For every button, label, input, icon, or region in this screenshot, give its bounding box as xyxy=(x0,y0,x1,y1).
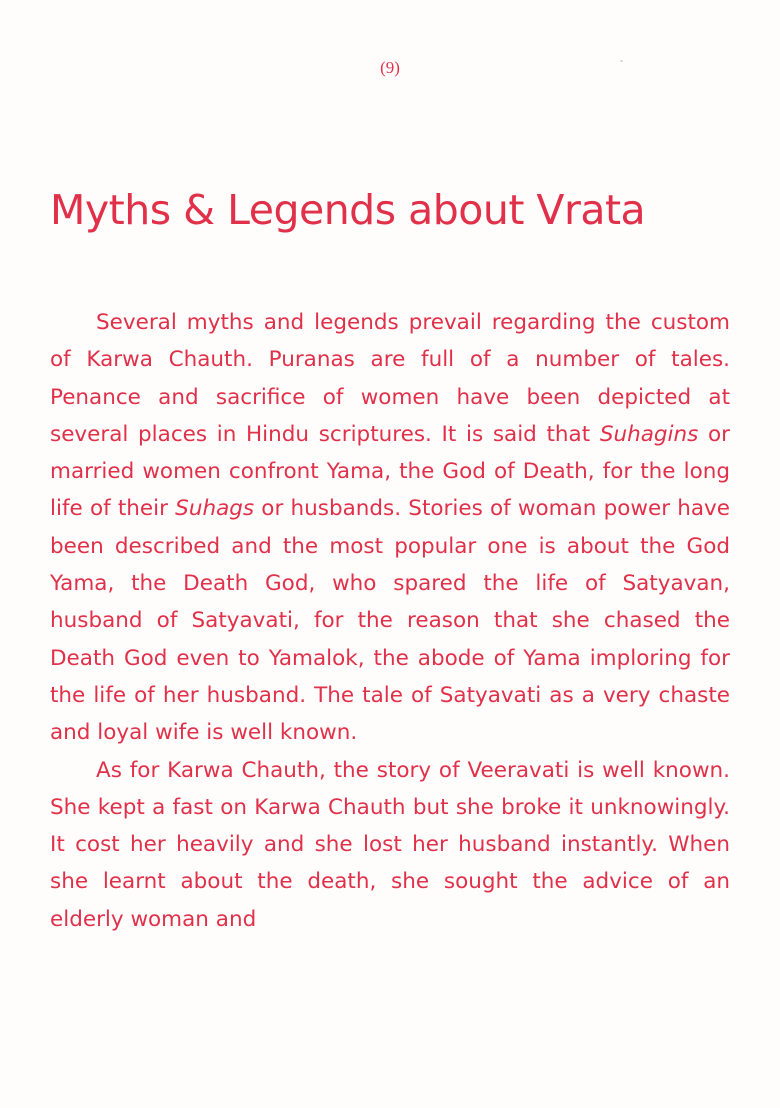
page-number: (9) xyxy=(380,58,400,77)
term-suhags: Suhags xyxy=(175,496,255,522)
paragraph-1-text-1: Several myths and legends prevail regarding the custom of Karwa Chauth. Puranas are full of a number of tales. Penance and sacrifice of women have been depicted at several places in Hindu scriptures. It is said that xyxy=(50,310,730,447)
term-suhagins: Suhagins xyxy=(599,421,699,447)
paragraph-1-text-3: or husbands. Stories of woman power have been described and the most popular one is about the God Yama, the Death God, who spared the life of Satyavan, husband of Satyavati, for the reason that she chased the Death God even to Yamalok, the abode of Yama imploring for the life of her husband. The tale of Satyavati as a very chaste and loyal wife is well known. xyxy=(50,496,730,746)
chapter-title: Myths & Legends about Vrata xyxy=(50,186,646,234)
paragraph-2-text-1: As for Karwa Chauth, the story of Veeravati is well known. She kept a fast on Karwa Chauth but she broke it unknowingly. It cost her heavily and she lost her husband instantly. When she learnt about the death, she sought the advice of an elderly woman and xyxy=(50,757,730,932)
paragraph-1-text-2: or married women confront Yama, the God of Death, for the long life of their xyxy=(50,421,731,522)
body-text xyxy=(50,304,730,938)
paragraph-1 xyxy=(50,304,730,752)
paragraph-2 xyxy=(50,752,730,938)
